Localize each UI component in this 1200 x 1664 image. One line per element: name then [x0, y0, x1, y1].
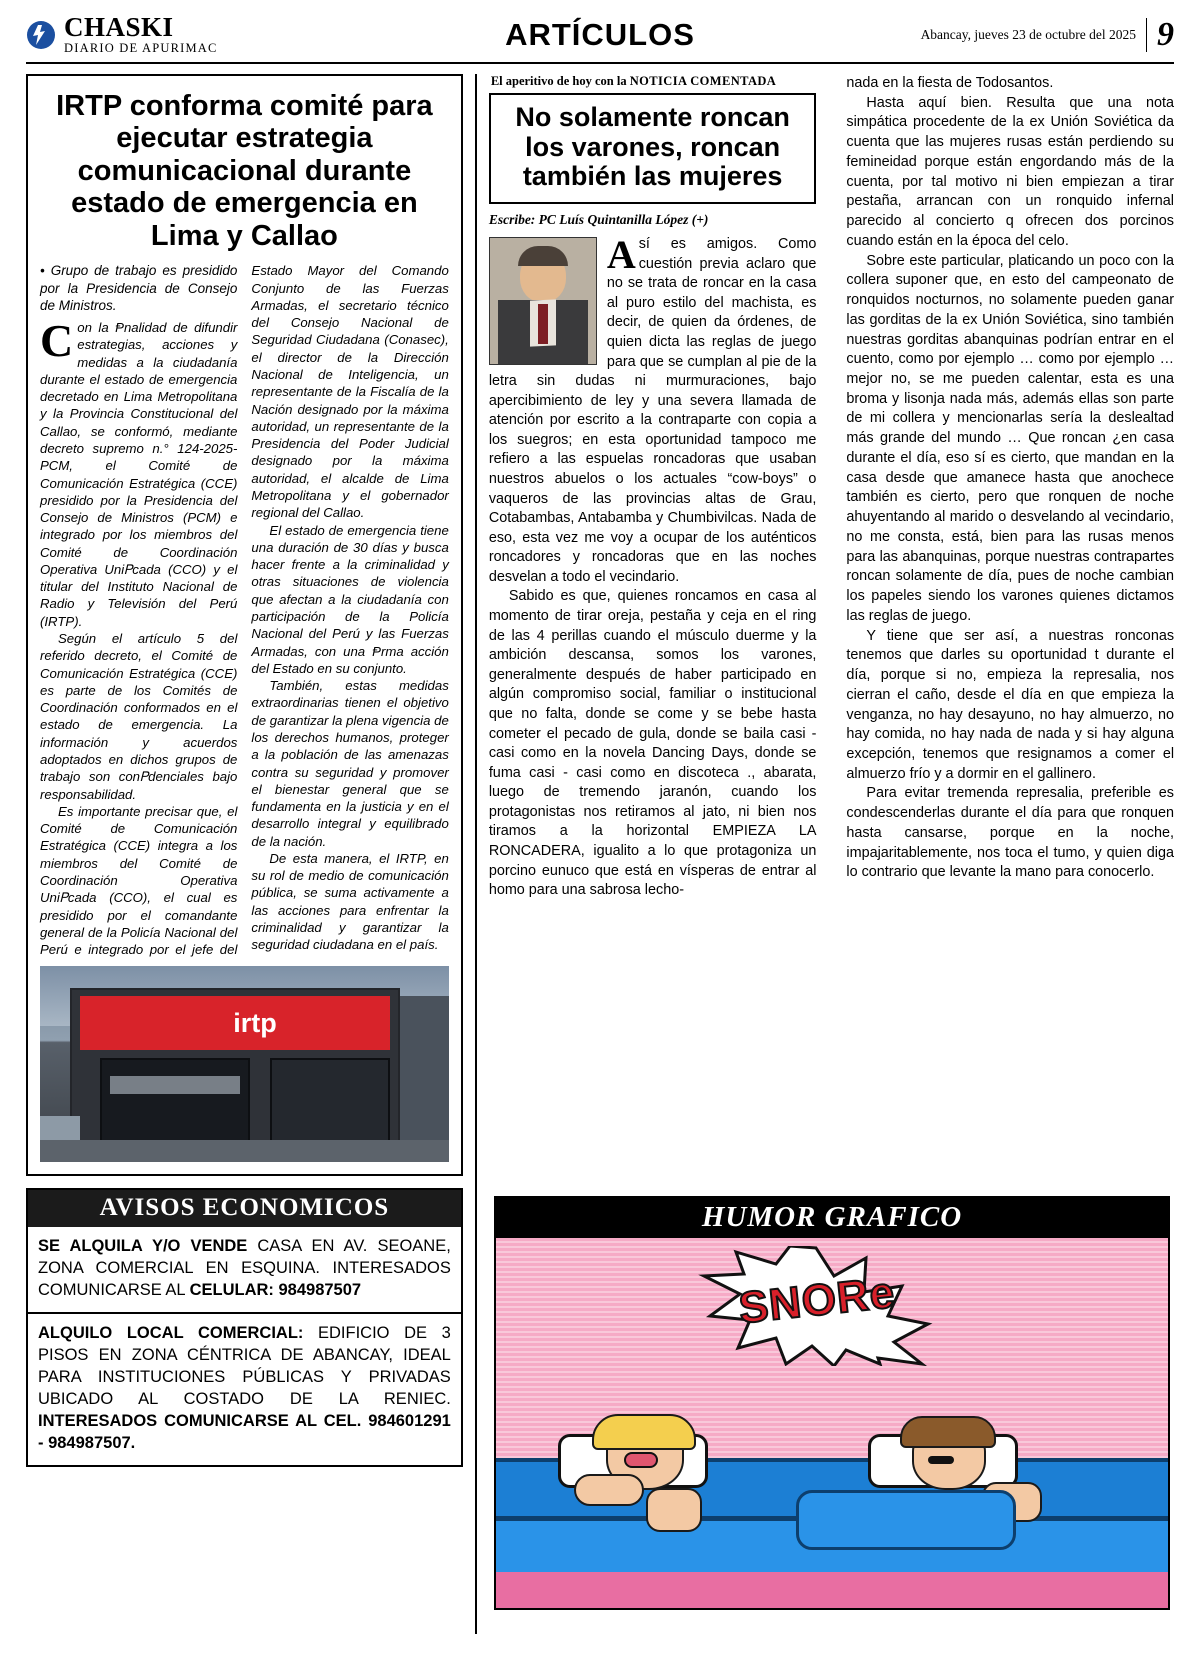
woman-hair [592, 1414, 696, 1450]
snore-sound-text: SNORe [736, 1267, 898, 1334]
issue-date: Abancay, jueves 23 de octubre del 2025 [920, 27, 1136, 42]
aviso-item [28, 1312, 461, 1465]
kicker-caps: NOTICIA COMENTADA [629, 74, 777, 88]
lead-paragraph: El estado de emergencia tiene una duración de 30 días y busca hacer frente a la criminalidad y otras situaciones de violencia que afectan a la ciudadanía con participación de la Policía Nacional del Perú y las Fuerzas Armadas, con una Ᵽrma acción del Estado en su conjunto. [251, 522, 449, 676]
lead-paragraph: También, estas medidas extraordinarias tienen el objetivo de garantizar la plena vigencia de los derechos humanos, proteger a la población de las amenazas contra su seguridad y promover el bienestar general que se fundamenta en la justicia y en el desarrollo integral y equilibrado de la nación. [251, 678, 449, 849]
lead-paragraph: Según el artículo 5 del referido decreto, el Comité de Comunicación Estratégica (CCE) es parte de los Comités de Coordinación conformados en el estado de emergencia. La información y acuerdos adoptados en dichos grupos de trabajo son conᏢdenciales bajo responsabilidad. [40, 631, 238, 802]
opinion-title-box [489, 93, 817, 204]
aviso-contact: INTERESADOS COMUNICARSE AL CEL. 984601291 - 984987507. [38, 1411, 451, 1452]
man-hair [900, 1416, 996, 1448]
dateblock [874, 18, 1174, 52]
opinion-paragraph: Hasta aquí bien. Resulta que una nota simpática procedente de la ex Unión Soviética da cuenta que las mujeres rusas están perdiendo su femineidad porque están engordando más de la cuenta, por tal motivo ni bien empiezan a tirar pestaña, arrancan con un ronquido infernal parecido al concierto q ofrecen dos porcinos cuando están en la época del celo. [846, 94, 1175, 249]
man-covered-body [796, 1490, 1016, 1550]
opinion-paragraph: nada en la fiesta de Todosantos. [846, 75, 1054, 91]
divider [1146, 18, 1147, 52]
byline: Escribe: PC Luís Quintanilla López (+) [488, 212, 709, 228]
avisos-economicos [26, 1188, 463, 1466]
drop-cap: A [606, 232, 636, 278]
aviso-text: EDIFICIO DE 3 PISOS EN ZONA CÉNTRICA DE ABANCAY, IDEAL PARA INSTITUCIONES PÚBLICAS Y PRIVADAS UBICADO AL COSTADO DE LA RENIEC. [38, 1324, 451, 1409]
opinion-paragraph-text: sí es amigos. Como cuestión previa aclaro que no se trata de roncar en la casa al puro estilo del machista, es decir, de quien da órdenes, de quien dicta las reglas de juego para que se cumplan al pie de la letra sin dudas ni murmuraciones, bajo apercibimiento de ley y una severa llamada de atención por escrito a la contraparte con copia a los suegros; en esta oportunidad tampoco me refiero a las espuelas roncadoras que usaban nuestros abuelos o los actuales “cow-boys” o vaqueros de las provincias altas de Grau, Cotabambas, Antabamba y Chumbivilcas. Nada de eso, esta vez me voy a ocupar de los auténticos roncadores y roncadoras que en las noches desvelan a todo el vecindario. [488, 236, 817, 585]
brand-name: CHASKI [64, 12, 174, 42]
aviso-contact: CELULAR: 984987507 [189, 1281, 362, 1300]
lead-paragraph: Con la Ᵽnalidad de difundir estrategias, acciones y medidas a la ciudadanía durante el estado de emergencia decretado en Lima Metropolitana y la Provincia Constitucional del Callao, se conformó, mediante decreto supremo n.° 124-2025-PCM, el Comité de Comunicación Estratégica (CCE) presidido por la Presidencia del Consejo de Ministros (PCM) e integrado por los miembros del Comité de Coordinación Operativa UniᏢcada (CCO) y el titular del Instituto Nacional de Radio y Televisión del Perú (IRTP). [40, 314, 238, 629]
aviso-text: CASA EN AV. SEOANE, ZONA COMERCIAL EN ESQUINA. INTERESADOS COMUNICARSE AL [38, 1237, 451, 1300]
woman-arm [574, 1474, 644, 1506]
aviso-item [28, 1227, 461, 1312]
sidewalk [40, 1140, 449, 1162]
adjacent-building [400, 996, 449, 1162]
page-number: 9 [1157, 16, 1174, 53]
logo-block [26, 14, 326, 56]
opinion-title: No solamente roncan los varones, roncan también las mujeres [515, 102, 790, 192]
opinion-paragraph: Sabido es que, quienes roncamos en casa al momento de tirar oreja, pestaña y ceja en el ring de las 4 perillas cuando el músculo duerme y la ambición descansa, somos los varones, generalmente después de haber participado en algún compromiso social, familiar o institucional que no falta, donde se come y se bebe hasta cometer el pecado de gula, donde se baila casi - casi como en la novela Dancing Days, donde se fuma casi - casi como en discoteca ., abarata, luego de tremendo jaranón, cuando los protagonistas nos retiramos al jato, ni bien nos tiramos a la horizontal EMPIEZA LA RONCADERA, igualito a lo que protagoniza un porcino eunuco que está en vísperas de entrar al homo para una sabrosa lecho- [488, 588, 817, 899]
lead-article-body [40, 262, 449, 958]
woman-open-mouth [624, 1452, 658, 1468]
cartoon [496, 1238, 1168, 1608]
irtp-sign-text: irtp [233, 1008, 277, 1039]
lead-bullet: • Grupo de trabajo es presidido por la Presidencia de Consejo de Ministros. [40, 263, 238, 314]
left-column [26, 74, 463, 1634]
opinion-paragraph: Para evitar tremenda represalia, preferible es condescenderlas durante el día para que ronquen hasta cansarse, porque en la noche, impajaritablemente, nos toca el tumo, y quien diga lo contrario que levante la mano para conocerlo. [846, 785, 1175, 881]
section-title: ARTÍCULOS [505, 17, 695, 52]
aviso-lead: ALQUILO LOCAL COMERCIAL: [38, 1324, 304, 1343]
humor-grafico [494, 1196, 1170, 1610]
portrait-tie [538, 304, 548, 344]
aviso-lead: SE ALQUILA Y/O VENDE [38, 1237, 248, 1256]
glass-reflection [110, 1076, 240, 1094]
chaski-runner-icon [26, 20, 56, 50]
author-portrait [489, 237, 597, 365]
kicker [491, 74, 817, 89]
floor [496, 1572, 1168, 1608]
man-mouth [928, 1456, 954, 1464]
lead-article [26, 74, 463, 1176]
opinion-paragraph: Y tiene que ser así, a nuestras ronconas tenemos que darles su oportunidad t durante el día, porque si no, empieza la represalia, nos cierran el caño, desde el día en que empieza la venganza, no hay desayuno, no hay almuerzo, no hay comida, no hay nada de nada y si hay alguna excepción, tenemos que resignamos a comer el almuerzo frío y a dormir en el gallinero. [846, 627, 1175, 782]
humor-header: HUMOR GRAFICO [496, 1198, 1168, 1238]
opinion-paragraph: Sobre este particular, platicando un poco con la collera suponer que, en esto del campeonato de ronquidos nocturnos, no solamente pueden ganar las gorditas de la ex Unión Soviética, sino también nuestras gorditas abanquinas podrían entrar en el cuento, como por ejemplo … como por ejemplo … mejor no, se me pueden calentar, esta es una broma y lisonja nada más, además ellas son parte de mi collera y mencionarlas sería la deslealtad más grande del mundo … Que roncan ¿en casa durante el día, eso sí es cierto, que mandan en la casa desde que amanece hasta que anochece también es cierto, pero que ronquen de noche ahuyentando al marido o desvelando al vecindario, no me consta, está, bien para las rusas menos para las abanquinas, porque nuestras contrapartes roncan solamente de día, pues de noche cambian los papeles siendo los varones quienes dictamos las reglas de juego. [846, 252, 1175, 624]
lead-paragraph: De esta manera, el IRTP, en su rol de medio de comunicación pública, se suma activamente a las acciones para enfrentar la criminalidad y garantizar la seguridad ciudadana en el país. [251, 850, 449, 953]
column-rule [475, 74, 477, 1634]
avisos-header: AVISOS ECONOMICOS [28, 1190, 461, 1227]
woman-hand [646, 1488, 702, 1532]
lead-paragraph: Es importante precisar que, el Comité de Comunicación Estratégica (CCE) integra a los miembros del Comité de Coordinación Operativa UniᏢcada (CCO), el cual es presidido por el comandante general de la Policía Nacional del Perú e integrado por el jefe del Estado Mayor del Comando Conjunto de las Fuerzas Armadas, el secretario técnico del Consejo Nacional de Seguridad Ciudadana (Conasec), el director de la Dirección Nacional de Inteligencia, un representante de la Fiscalía de la Nación designado por la máxima autoridad, un representante de la Presidencia del Poder Judicial designado por la máxima autoridad, el alcalde de Lima Metropolitana y el gobernador regional del Callao. [40, 263, 449, 958]
brand-subtitle: DIARIO DE APURIMAC [64, 41, 218, 55]
lead-headline: IRTP conforma comité para ejecutar estrategia comunicacional durante estado de emergencia en Lima y Callao [56, 90, 433, 252]
masthead [26, 14, 1174, 64]
logo-text [64, 14, 218, 56]
irtp-building-photo [40, 966, 449, 1162]
kicker-plain: El aperitivo de hoy con la [490, 74, 630, 88]
